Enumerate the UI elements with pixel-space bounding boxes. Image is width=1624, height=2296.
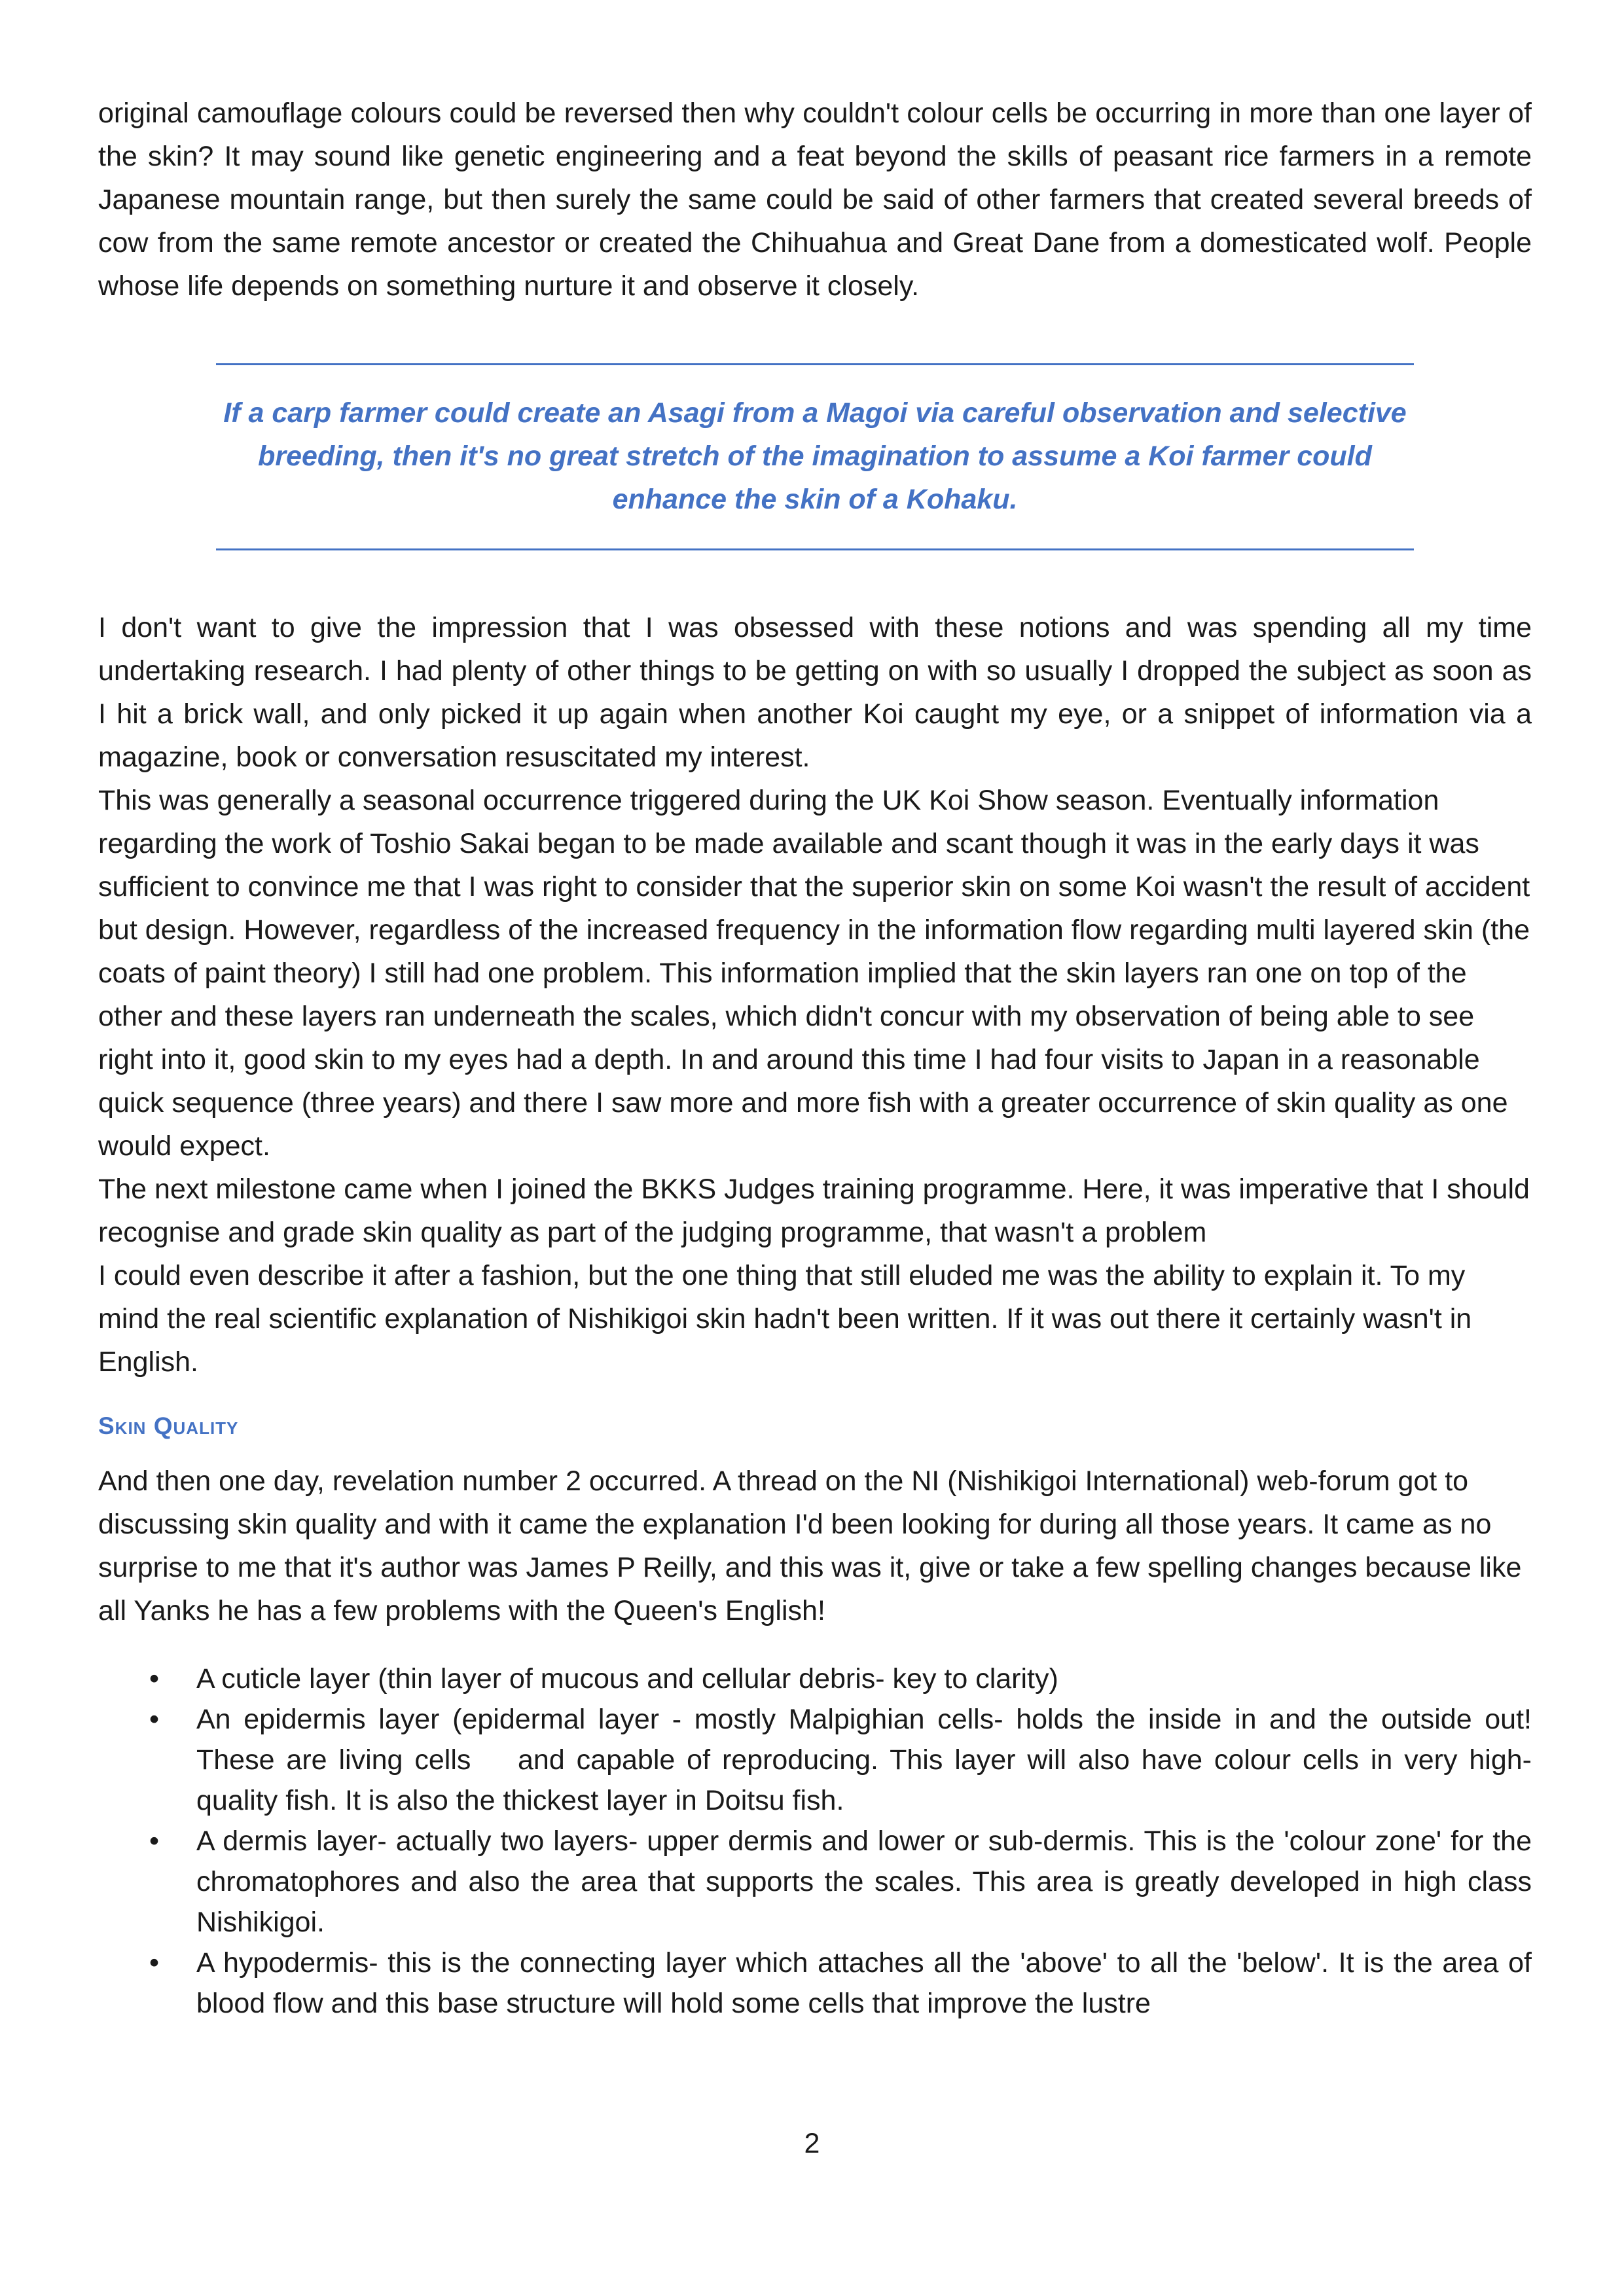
list-item-text: An epidermis layer (epidermal layer - mostly Malpighian cells- holds the inside in and the outside out! These are living cells and capable of reproducing. This layer will also have colour cells in very high-quality fish. It is also the thickest layer in Doitsu fish. — [196, 1704, 1540, 1816]
paragraph-describe: I could even describe it after a fashion, but the one thing that still eluded me was the ability to explain it. To my mind the real scientific explanation of Nishikigoi skin hadn't been written. If it was out there it certainly wasn't in English. — [98, 1260, 1472, 1378]
paragraph-seasonal: This was generally a seasonal occurrence triggered during the UK Koi Show season. Eventually information regarding the work of Toshio Sakai began to be made available and scant though it was in the early days it was sufficient to convince me that I was right to consider that the superior skin on some Koi wasn't the result of accident but design. However, regardless of the increased frequency in the information flow regarding multi layered skin (the coats of paint theory) I still had one problem. This information implied that the skin layers ran one on top of the other and these layers ran underneath the scales, which didn't concur with my observation of being able to see right into it, good skin to my eyes had a depth. In and around this time I had four visits to Japan in a reasonable quick sequence (three years) and there I saw more and more fish with a greater occurrence of skin quality as one would expect. — [98, 785, 1530, 1162]
pull-quote-box — [216, 363, 1414, 550]
list-item-text: A dermis layer- actually two layers- upper dermis and lower or sub-dermis. This is the 'colour zone' for the chromatophores and also the area that supports the scales. This area is greatly developed in high class Nishikigoi. — [196, 1825, 1532, 1938]
paragraph-milestone: The next milestone came when I joined the BKKS Judges training programme. Here, it was imperative that I should recognise and grade skin quality as part of the judging programme, that wasn't a problem — [98, 1174, 1530, 1248]
list-item-hypodermis — [98, 1943, 1532, 2024]
skin-layers-list — [98, 1659, 1540, 2024]
paragraph-impression: I don't want to give the impression that I was obsessed with these notions and was spending all my time undertaking research. I had plenty of other things to be getting on with so usually I dropped the subject as soon as I hit a brick wall, and only picked it up again when another Koi caught my eye, or a snippet of information via a magazine, book or conversation resuscitated my interest. — [98, 612, 1532, 773]
section-heading-text: Skin Quality — [98, 1412, 239, 1439]
page-number: 2 — [804, 2128, 820, 2159]
bullet-icon: • — [149, 1825, 160, 1857]
paragraph-revelation: And then one day, revelation number 2 occurred. A thread on the NI (Nishikigoi International) web-forum got to discussing skin quality and with it came the explanation I'd been looking for during all those years. It came as no surprise to me that it's author was James P Reilly, and this was it, give or take a few spelling changes because like all Yanks he has a few problems with the Queen's English! — [98, 1465, 1522, 1626]
list-item-epidermis — [98, 1699, 1540, 1821]
list-item-cuticle — [98, 1659, 1532, 1699]
pull-quote-text: If a carp farmer could create an Asagi from a Magoi via careful observation and selective breeding, then it's no great stretch of the imagination to assume a Koi farmer could enhance the skin of a Kohaku. — [223, 397, 1407, 515]
document-page — [98, 92, 1540, 2024]
list-item-dermis — [98, 1821, 1532, 1943]
paragraph-camouflage: original camouflage colours could be reversed then why couldn't colour cells be occurring in more than one layer of the skin? It may sound like genetic engineering and a feat beyond the skills of peasant rice farmers in a remote Japanese mountain range, but then surely the same could be said of other farmers that created several breeds of cow from the same remote ancestor or created the Chihuahua and Great Dane from a domesticated wolf. People whose life depends on something nurture it and observe it closely. — [98, 98, 1532, 302]
bullet-icon: • — [149, 1704, 160, 1735]
list-item-text: A cuticle layer (thin layer of mucous and cellular debris- key to clarity) — [196, 1663, 1058, 1695]
bullet-icon: • — [149, 1947, 160, 1979]
section-heading — [98, 1410, 1532, 1443]
list-item-text: A hypodermis- this is the connecting layer which attaches all the 'above' to all the 'below'. It is the area of blood flow and this base structure will hold some cells that improve the lustre — [196, 1947, 1532, 2019]
bullet-icon: • — [149, 1663, 160, 1695]
